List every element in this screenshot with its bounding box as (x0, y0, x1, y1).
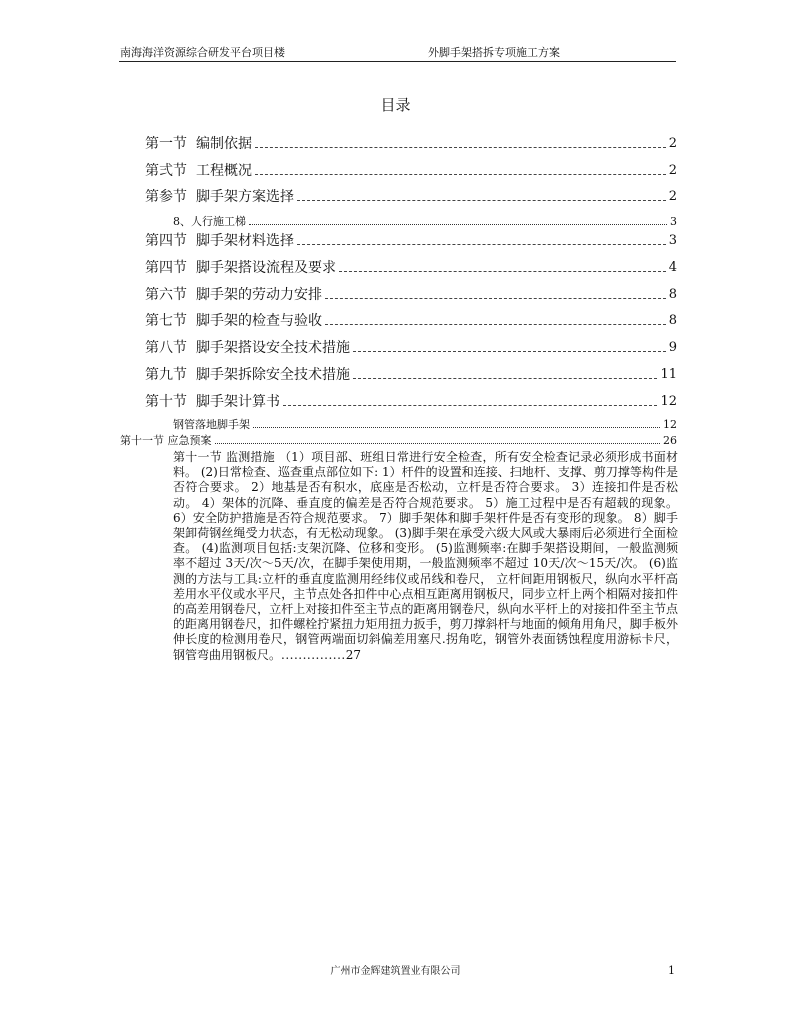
toc-entry-number: 第七节 (145, 313, 187, 329)
toc-entry-number: 第四节 (145, 233, 187, 249)
toc-leader (297, 244, 666, 245)
toc-entry-page: 11 (660, 367, 677, 382)
toc-entry-number: 第弍节 (145, 163, 187, 179)
toc-entry-page: 8 (668, 287, 677, 302)
toc-entry-page: 4 (668, 260, 677, 275)
toc-entry-text: 钢管落地脚手架 (173, 418, 250, 431)
toc-entry-7[interactable] (145, 286, 677, 304)
toc-title: 目录 (380, 96, 411, 114)
toc-entry-9[interactable] (145, 339, 677, 357)
footer-company: 广州市金辉建筑置业有限公司 (330, 966, 461, 977)
toc-entry-text: 第十一节 应急预案 (120, 434, 212, 447)
toc-entry-page: 27 (345, 647, 362, 662)
toc-entry-text: 编制依据 (196, 136, 252, 152)
page-number: 1 (668, 964, 675, 977)
toc-entry-text: 脚手架材料选择 (196, 233, 294, 249)
monitoring-text: 第十一节 监测措施 （1）项目部、班组日常进行安全检查，所有安全检查记录必须形成书面材料。 (2)日常检查、巡查重点部位如下: 1）杆件的设置和连接、扫地杆、支撑、剪刀撑等构件是否符合要求。 2）地基是否有积水，底座是否松动，立杆是否符合要求。 3）连接扣件是否松动。 4）架体的沉降、垂直度的偏差是否符合规范要求。 5）施工过程中是否有超载的现象。 6）安全防护措施是否符合规范要求。 7）脚手架体和脚手架杆件是否有变形的现象。 8）脚手架卸荷钢丝绳受力状态，有无松动现象。 (3)脚手架在承受六级大风或大暴雨后必须进行全面检查。 (4)监测项目包括:支架沉降、位移和变形。 (5)监测频率:在脚手架搭设期间，一般监测频率不超过 3天/次～5天/次，在脚手架使用期，一般监测频率不超过 10天/次～15天/次。 (6)监测的方法与工具:立杆的垂直度监测用经纬仪或吊线和卷尺， 立杆间距用钢板尺，纵向水平杆高差用水平仪或水平尺，主节点处各扣件中心点相互距离用钢板尺，同步立杆上两个相隔对接扣件的高差用钢卷尺，立杆上对接扣件至主节点的距离用钢卷尺，纵向水平杆上的对接扣件至主节点的距离用钢卷尺，扣件螺栓拧紧扭力矩用扭力扳手，剪刀撑斜杆与地面的倾角用角尺，脚手板外伸长度的检测用卷尺，钢管两端面切斜偏差用塞尺.拐角吃，钢管外表面锈蚀程度用游标卡尺，钢管弯曲用钢板尺。 (173, 450, 678, 662)
toc-entry-page: 3 (670, 215, 677, 228)
toc-entry-page: 2 (668, 189, 677, 204)
toc-entry-3[interactable] (145, 188, 677, 206)
toc-entry-13[interactable] (120, 434, 677, 448)
header-document-title: 外脚手架搭拆专项施工方案 (428, 46, 560, 59)
toc-entry-number: 第六节 (145, 287, 187, 303)
toc-entry-number: 第八节 (145, 340, 187, 356)
toc-entry-text: 工程概况 (196, 163, 252, 179)
toc-entry-page: 8 (668, 313, 677, 328)
toc-entry-page: 26 (663, 434, 677, 447)
toc-leader (255, 147, 666, 148)
toc-entry-page: 2 (668, 136, 677, 151)
toc-entry-6[interactable] (145, 259, 677, 277)
toc-entry-number: 第参节 (145, 189, 187, 205)
toc-leader (325, 298, 666, 299)
toc-entry-page: 2 (668, 163, 677, 178)
toc-entry-page: 12 (660, 394, 677, 409)
toc-leader (339, 271, 666, 272)
toc-leader (297, 200, 666, 201)
toc-leader (283, 405, 657, 406)
toc-entry-4[interactable] (173, 215, 677, 229)
toc-entry-text: 脚手架的劳动力安排 (196, 287, 322, 303)
toc-entry-text: 8、人行施工梯 (173, 215, 246, 228)
toc-entry-number: 第四节 (145, 260, 187, 276)
toc-entry-text: 脚手架的检查与验收 (196, 313, 322, 329)
toc-entry-text: 脚手架方案选择 (196, 189, 294, 205)
toc-entry-8[interactable] (145, 312, 677, 330)
toc-entry-number: 第九节 (145, 367, 187, 383)
header-project-name: 南海海洋资源综合研发平台项目楼 (120, 46, 285, 59)
toc-leader (249, 224, 667, 225)
toc-leader-dots: ............... (281, 647, 346, 662)
toc-entry-10[interactable] (145, 366, 677, 384)
toc-leader (215, 443, 661, 444)
toc-leader (253, 427, 660, 428)
toc-entry-12[interactable] (173, 418, 677, 432)
toc-entry-text: 脚手架搭设流程及要求 (196, 260, 336, 276)
toc-entry-11[interactable] (145, 393, 677, 411)
toc-leader (325, 324, 666, 325)
toc-entry-page: 12 (663, 418, 677, 431)
toc-entry-text: 脚手架计算书 (196, 394, 280, 410)
toc-entry-text: 脚手架拆除安全技术措施 (196, 367, 350, 383)
toc-leader (255, 174, 666, 175)
toc-entry-page: 9 (668, 340, 677, 355)
toc-entry-5[interactable] (145, 232, 677, 250)
toc-entry-number: 第十节 (145, 394, 187, 410)
toc-leader (353, 351, 666, 352)
toc-entry-1[interactable] (145, 135, 677, 153)
toc-entry-text: 脚手架搭设安全技术措施 (196, 340, 350, 356)
toc-entry-monitoring[interactable] (173, 450, 678, 663)
toc-entry-number: 第一节 (145, 136, 187, 152)
toc-leader (353, 378, 657, 379)
toc-entry-page: 3 (668, 233, 677, 248)
toc-entry-2[interactable] (145, 162, 677, 180)
